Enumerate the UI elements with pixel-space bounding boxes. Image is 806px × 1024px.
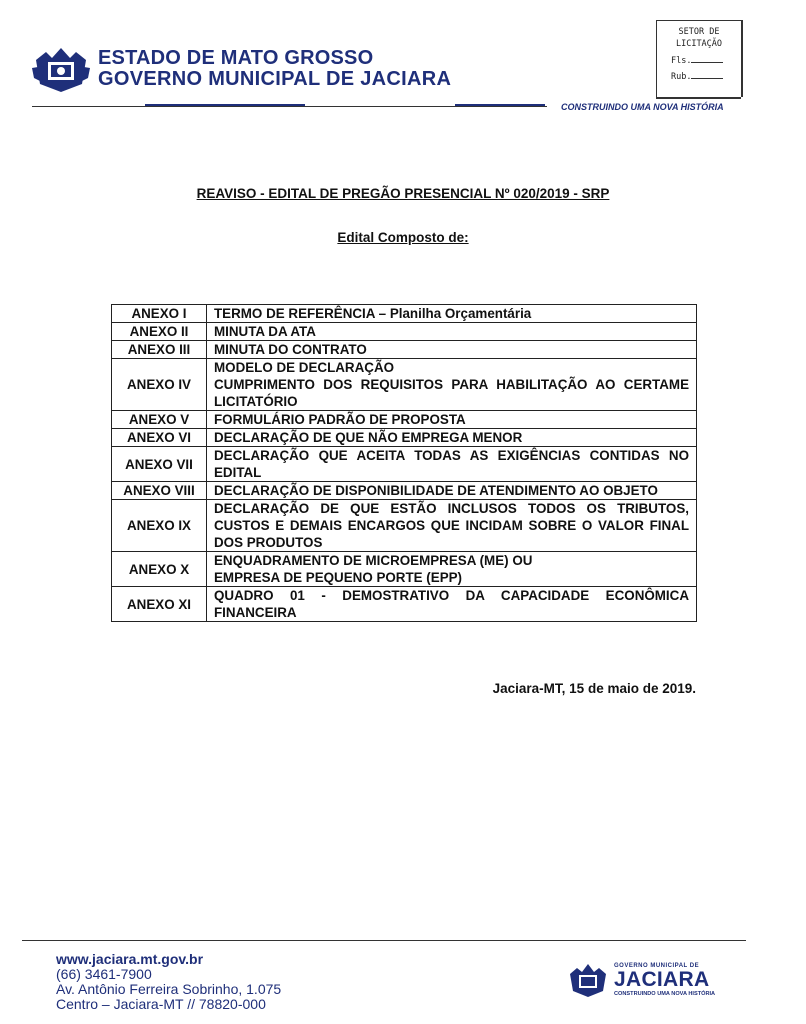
annex-description [207,359,697,411]
annex-table [111,304,697,622]
header-slogan: CONSTRUINDO UMA NOVA HISTÓRIA [561,102,724,112]
annex-description [207,429,697,447]
annex-description-line: ENQUADRAMENTO DE MICROEMPRESA (ME) OU [214,553,533,568]
header-state-name: ESTADO DE MATO GROSSO [98,47,374,69]
annex-row [112,341,697,359]
annex-description [207,500,697,552]
annex-description-line: DECLARAÇÃO DE DISPONIBILIDADE DE ATENDIMENTO AO OBJETO [214,483,658,498]
annex-description-line: MINUTA DO CONTRATO [214,342,367,357]
annex-description [207,411,697,429]
annex-description-line: QUADRO 01 - DEMOSTRATIVO DA CAPACIDADE ECONÔMICA FINANCEIRA [214,588,689,620]
footer-address: Av. Antônio Ferreira Sobrinho, 1.075 [56,981,282,997]
annex-description [207,482,697,500]
header-government-name: GOVERNO MUNICIPAL DE JACIARA [98,68,452,90]
annex-code: ANEXO XI [112,587,207,622]
document-title: REAVISO - EDITAL DE PREGÃO PRESENCIAL Nº 020/2019 - SRP [196,186,610,201]
annex-description [207,341,697,359]
annex-row [112,482,697,500]
licitacao-stamp [656,20,741,97]
annex-row [112,500,697,552]
footer-brand-small: GOVERNO MUNICIPAL DE [614,963,700,969]
annex-description [207,552,697,587]
annex-description [207,305,697,323]
stamp-rub-row [671,72,741,82]
header-divider-accent [455,104,545,106]
annex-code: ANEXO VI [112,429,207,447]
stamp-rub-label: Rub. [671,72,692,82]
annex-row [112,447,697,482]
annex-description [207,587,697,622]
footer-contact [56,951,316,1012]
annex-description-line: DECLARAÇÃO DE QUE NÃO EMPREGA MENOR [214,430,523,445]
annex-row [112,359,697,411]
annex-row [112,587,697,622]
annex-row [112,429,697,447]
footer-brand-name: JACIARA [614,968,710,991]
municipal-crest-logo [30,44,92,94]
annex-code: ANEXO X [112,552,207,587]
annex-description-line: MODELO DE DECLARAÇÃO [214,360,395,375]
annex-code: ANEXO II [112,323,207,341]
header-divider-accent [145,104,305,106]
annex-row [112,411,697,429]
annex-code: ANEXO IX [112,500,207,552]
annex-code: ANEXO VIII [112,482,207,500]
footer-city: Centro – Jaciara-MT // 78820-000 [56,996,266,1012]
annex-description-line: EMPRESA DE PEQUENO PORTE (EPP) [214,570,463,585]
stamp-title-line: LICITAÇÃO [675,39,723,49]
footer-phone: (66) 3461-7900 [56,966,152,982]
annex-description-line: DECLARAÇÃO DE QUE ESTÃO INCLUSOS TODOS OS TRIBUTOS, CUSTOS E DEMAIS ENCARGOS QUE INCIDAM SOBRE O VALOR FINAL DOS PRODUTOS [214,501,689,550]
header-divider [32,106,547,107]
annex-description-line: CUMPRIMENTO DOS REQUISITOS PARA HABILITAÇÃO AO CERTAME LICITATÓRIO [214,377,689,409]
stamp-title-line: SETOR DE [678,27,720,37]
annex-code: ANEXO I [112,305,207,323]
document-subtitle: Edital Composto de: [337,230,469,245]
annex-row [112,552,697,587]
footer-brand-tagline: CONSTRUINDO UMA NOVA HISTÓRIA [614,991,716,997]
annex-row [112,305,697,323]
stamp-fls-label: Fls. [671,56,692,66]
footer-divider [22,940,746,941]
footer-website[interactable]: www.jaciara.mt.gov.br [56,951,204,967]
footer-crest-logo [566,962,610,998]
annex-description-line: DECLARAÇÃO QUE ACEITA TODAS AS EXIGÊNCIAS CONTIDAS NO EDITAL [214,448,689,480]
annex-description-line: MINUTA DA ATA [214,324,316,339]
annex-code: ANEXO V [112,411,207,429]
annex-description-line: FORMULÁRIO PADRÃO DE PROPOSTA [214,412,466,427]
annex-description [207,447,697,482]
footer-brand [614,963,724,997]
annex-row [112,323,697,341]
annex-code: ANEXO IV [112,359,207,411]
annex-description-line: TERMO DE REFERÊNCIA – Planilha Orçamentária [214,306,532,321]
annex-code: ANEXO III [112,341,207,359]
stamp-fls-row [671,56,741,66]
annex-description [207,323,697,341]
document-date: Jaciara-MT, 15 de maio de 2019. [492,681,696,696]
annex-code: ANEXO VII [112,447,207,482]
